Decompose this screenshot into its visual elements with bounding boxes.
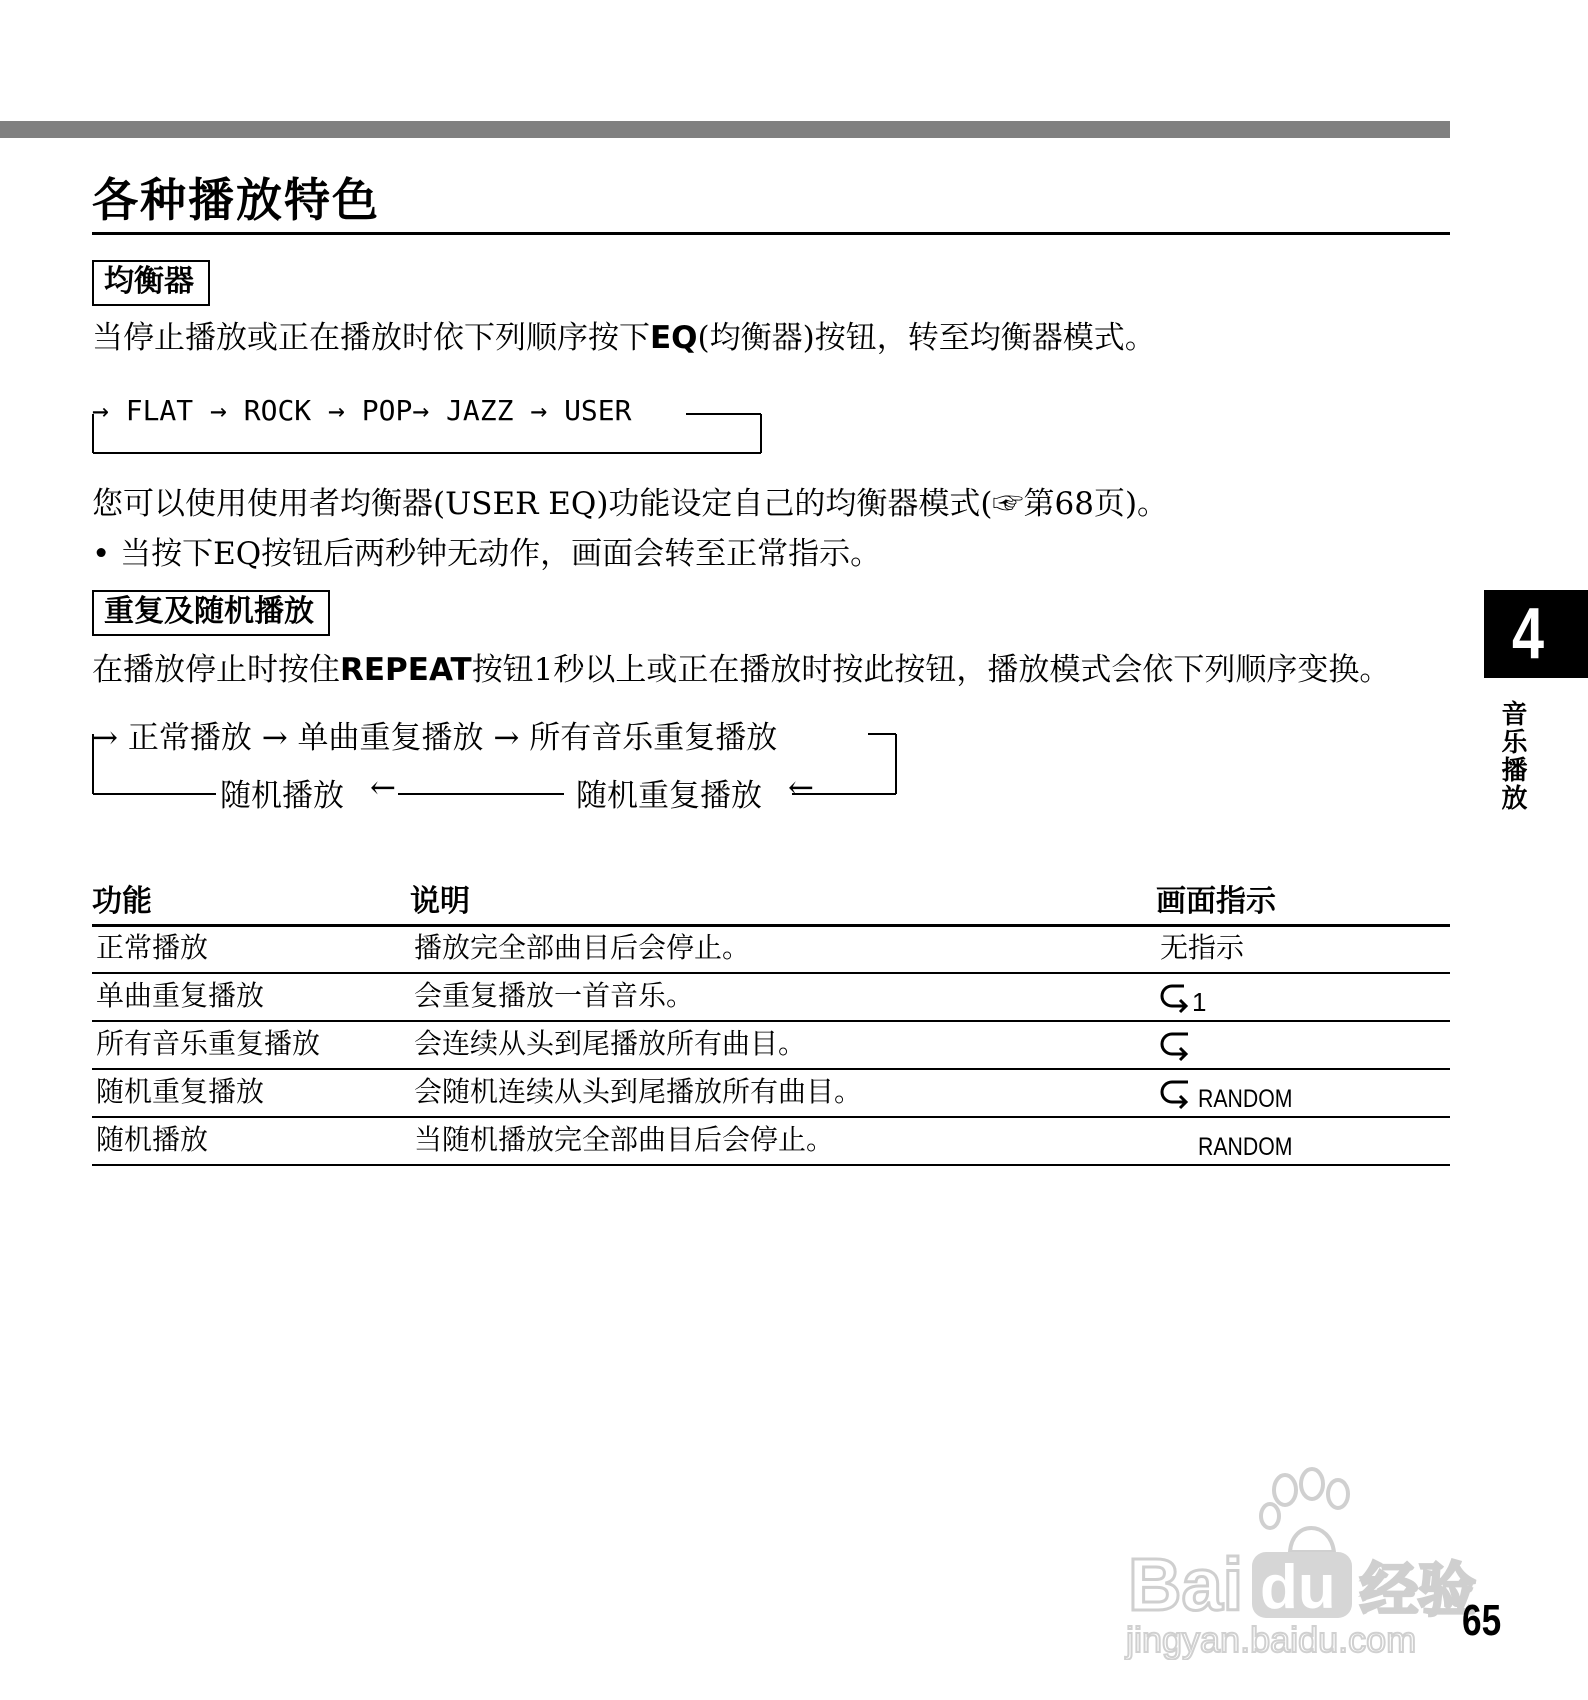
svg-text:du: du	[1260, 1553, 1336, 1622]
flow-repeat-one: 单曲重复播放	[297, 720, 484, 756]
eq-mode-pop: POP	[361, 394, 413, 427]
title-rule	[92, 232, 1450, 235]
row-function: 随机重复播放	[96, 1075, 265, 1108]
row-description: 会重复播放一首音乐。	[414, 979, 695, 1012]
table-row	[92, 974, 1450, 1022]
svg-text:经验: 经验	[1360, 1556, 1477, 1624]
random-indicator: RANDOM	[1198, 1133, 1293, 1161]
play-mode-cycle	[92, 712, 912, 812]
arrow-icon: →	[493, 720, 520, 756]
row-description: 当随机播放完全部曲目后会停止。	[414, 1123, 835, 1156]
eq-mode-user: USER	[564, 394, 632, 427]
repeat-all-icon	[1160, 1028, 1194, 1064]
table-header	[92, 880, 1450, 926]
row-description: 会连续从头到尾播放所有曲目。	[414, 1027, 807, 1060]
eq-button-name: EQ	[650, 320, 698, 356]
eq-mode-jazz: JAZZ	[446, 394, 514, 427]
arrow-icon: →	[261, 720, 288, 756]
header-bar	[0, 121, 1450, 138]
eq-mode-rock: ROCK	[243, 394, 312, 427]
row-function: 随机播放	[96, 1123, 209, 1156]
arrow-icon: →	[530, 394, 548, 427]
baidu-watermark	[1120, 1460, 1500, 1660]
flow-normal: 正常播放	[127, 720, 252, 756]
page-title: 各种播放特色	[92, 173, 380, 227]
arrow-left-icon: ←	[370, 770, 396, 806]
row-indicator: 无指示	[1160, 931, 1245, 964]
page-number: 65	[1462, 1596, 1502, 1645]
arrow-icon: →	[92, 394, 109, 427]
chapter-number: 4	[1511, 594, 1545, 674]
flow-random-repeat: 随机重复播放	[576, 778, 762, 814]
chapter-tab	[1484, 590, 1588, 678]
eq-intro-text: 当停止播放或正在播放时依下列顺序按下EQ(均衡器)按钮，转至均衡器模式。	[92, 320, 1156, 356]
eq-bullet-note: • 当按下EQ按钮后两秒钟无动作，画面会转至正常指示。	[92, 536, 882, 572]
svg-text:Bai: Bai	[1128, 1543, 1244, 1626]
table-row	[92, 1070, 1450, 1118]
row-function: 正常播放	[96, 931, 209, 964]
table-row	[92, 1118, 1450, 1166]
arrow-icon: →	[210, 394, 227, 427]
header-indicator: 画面指示	[1156, 884, 1276, 919]
arrow-icon: →	[92, 720, 118, 756]
repeat-random-icon: RANDOM	[1160, 1076, 1309, 1112]
repeat-one-icon: 1	[1160, 980, 1206, 1016]
user-eq-note: 您可以使用使用者均衡器(USER EQ)功能设定自己的均衡器模式(☞第68页)。	[92, 486, 1169, 522]
eq-mode-cycle	[92, 392, 772, 462]
row-function: 单曲重复播放	[96, 979, 265, 1012]
repeat-section-heading: 重复及随机播放	[92, 590, 330, 636]
flow-random-play: 随机播放	[220, 778, 344, 814]
header-description: 说明	[410, 884, 470, 919]
flow-repeat-all: 所有音乐重复播放	[529, 720, 778, 756]
eq-section-heading: 均衡器	[92, 260, 210, 306]
play-mode-table	[92, 880, 1450, 1166]
svg-text:jingyan.baidu.com: jingyan.baidu.com	[1126, 1619, 1417, 1660]
arrow-icon: →	[412, 394, 430, 427]
table-row	[92, 926, 1450, 974]
table-row	[92, 1022, 1450, 1070]
header-function: 功能	[92, 884, 152, 919]
repeat-button-name: REPEAT	[340, 652, 472, 688]
paw-logo-icon	[1120, 1460, 1500, 1660]
row-description: 会随机连续从头到尾播放所有曲目。	[414, 1075, 863, 1108]
row-description: 播放完全部曲目后会停止。	[414, 931, 751, 964]
chapter-label: 音乐播放	[1497, 700, 1527, 812]
repeat-intro-text: 在播放停止时按住REPEAT按钮1秒以上或正在播放时按此按钮，播放模式会依下列顺序变换。	[92, 652, 1391, 688]
eq-mode-flat: FLAT	[125, 394, 194, 427]
arrow-left-icon: ←	[788, 770, 814, 806]
row-function: 所有音乐重复播放	[96, 1027, 321, 1060]
arrow-icon: →	[328, 394, 345, 427]
